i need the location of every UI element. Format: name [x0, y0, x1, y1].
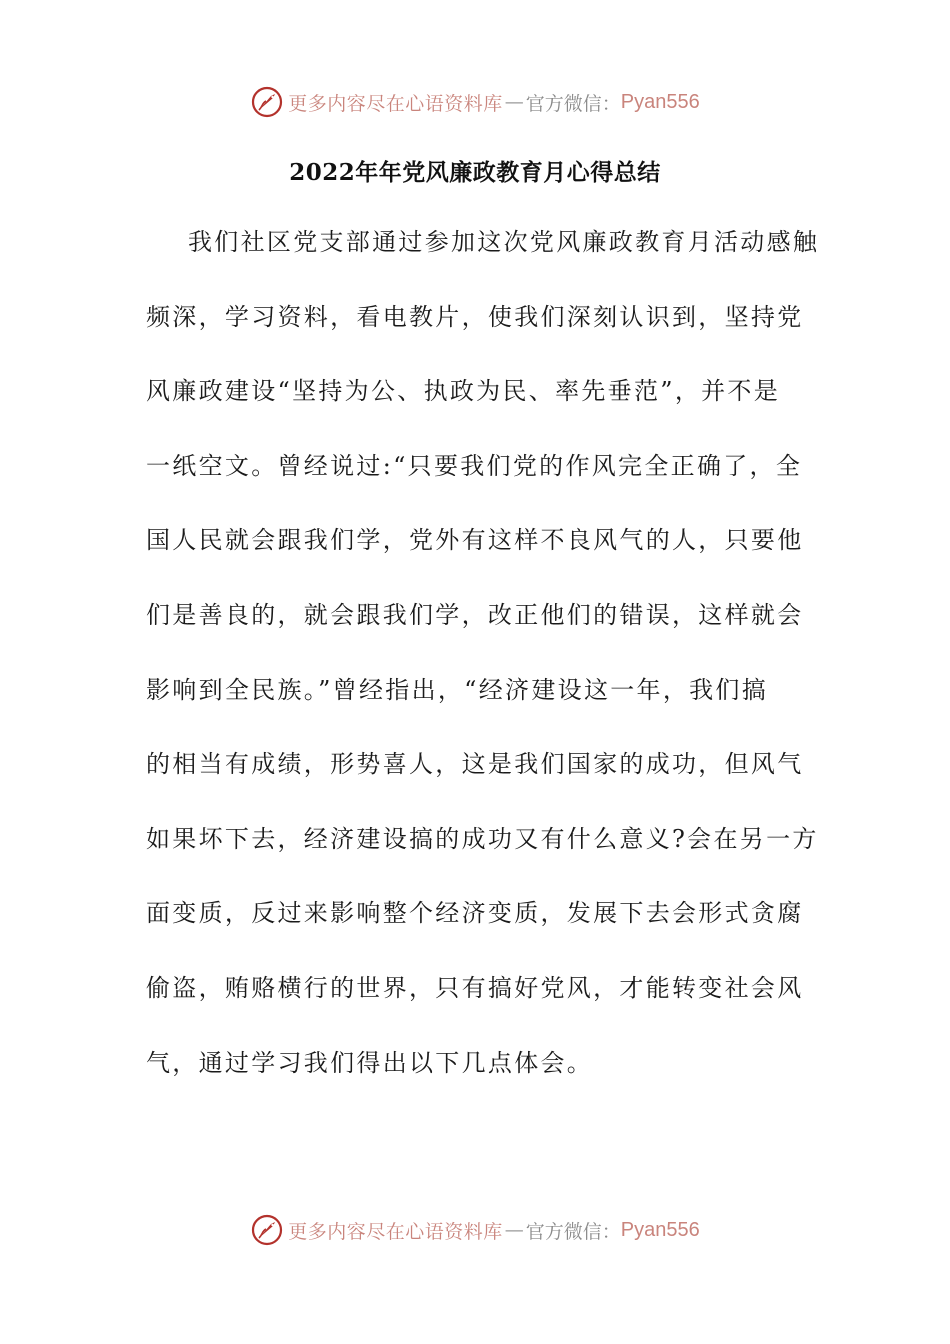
body-line: 气，通过学习我们得出以下几点体会。 — [146, 1048, 594, 1077]
body-line: 如果坏下去，经济建设搞的成功又有什么意义?会在另一方 — [146, 824, 819, 853]
body-line: 频深，学习资料，看电教片，使我们深刻认识到，坚持党 — [146, 302, 804, 331]
promo-text: 更多内容尽在心语资料库 — [288, 1220, 503, 1243]
wechat-id: Pyan556 — [620, 90, 700, 113]
body-line: 偷盗，贿赂横行的世界，只有搞好党风，才能转变社会风 — [146, 973, 804, 1002]
footer-watermark-banner — [0, 1208, 950, 1252]
body-line: 我们社区党支部通过参加这次党风廉政教育月活动感触 — [188, 228, 820, 256]
wechat-label: 官方微信： — [525, 92, 621, 115]
promo-dash: — — [504, 91, 524, 113]
body-line: 面变质，反过来影响整个经济变质，发展下去会形式贪腐 — [146, 899, 804, 928]
pen-nib-logo-icon — [250, 85, 284, 119]
document-title: 2022年年党风廉政教育月心得总结 — [289, 159, 661, 186]
body-line: 的相当有成绩，形势喜人，这是我们国家的成功，但风气 — [146, 750, 804, 779]
pen-nib-logo-icon — [250, 1213, 284, 1247]
body-line: 一纸空文。曾经说过:“只要我们党的作风完全正确了，全 — [146, 451, 803, 480]
header-watermark-banner — [0, 80, 950, 124]
document-body — [146, 218, 820, 1113]
wechat-id: Pyan556 — [620, 1218, 700, 1241]
promo-text: 更多内容尽在心语资料库 — [288, 92, 503, 115]
wechat-label: 官方微信： — [525, 1220, 621, 1243]
promo-dash: — — [504, 1219, 524, 1241]
body-line: 风廉政建设“坚持为公、执政为民、率先垂范”，并不是 — [146, 377, 781, 406]
body-line: 影响到全民族。”曾经指出，“经济建设这一年，我们搞 — [146, 675, 769, 704]
body-line: 国人民就会跟我们学，党外有这样不良风气的人，只要他 — [146, 526, 804, 555]
body-line: 们是善良的，就会跟我们学，改正他们的错误，这样就会 — [146, 600, 804, 629]
